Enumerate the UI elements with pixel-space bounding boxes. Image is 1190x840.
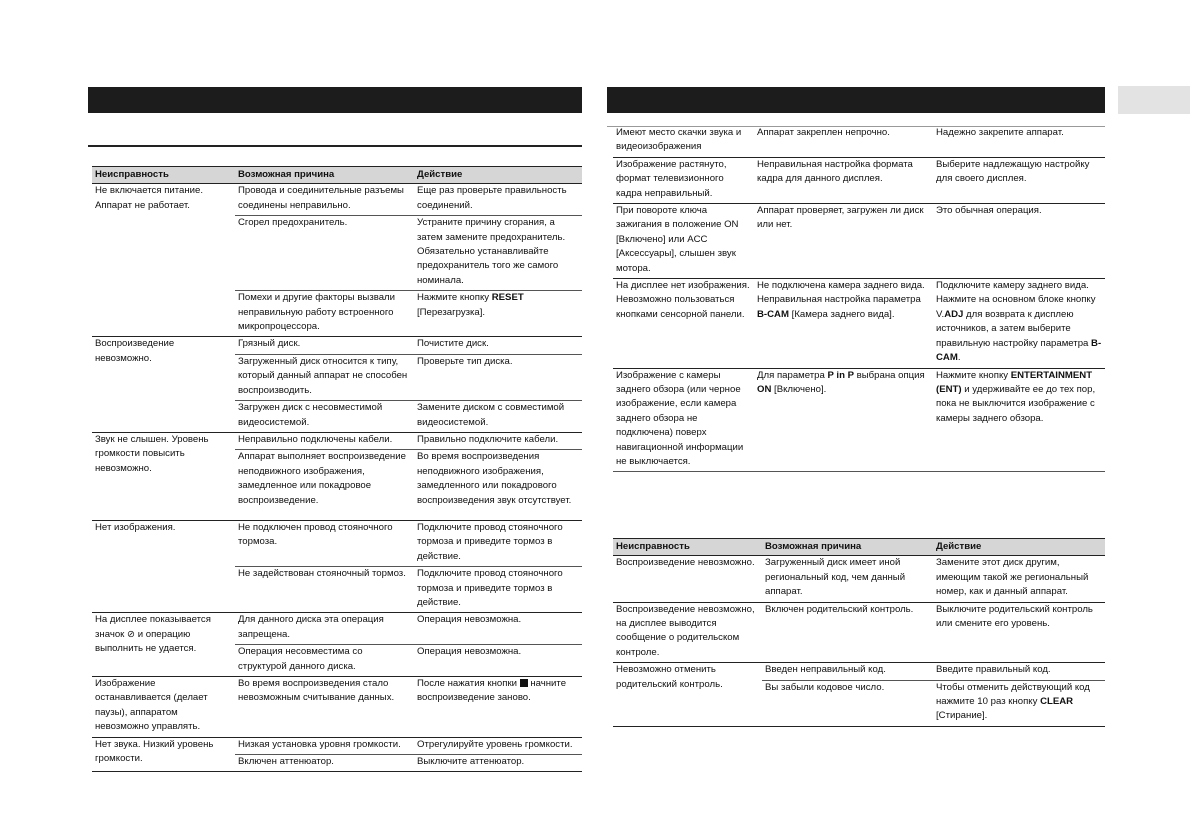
header-fault: Неисправность [613, 539, 762, 556]
table-row [613, 368, 1105, 472]
action-cell [933, 680, 1105, 726]
fault-cell: Не включается питание. Аппарат не работает. [92, 184, 235, 337]
header-cause: Возможная причина [235, 167, 414, 184]
cause-cell: Включен родительский контроль. [762, 602, 933, 663]
cause-cell: Не подключен провод стояночного тормоза. [235, 520, 414, 566]
table-row [92, 184, 582, 216]
cause-cell: Вы забыли кодовое число. [762, 680, 933, 726]
fault-text: На дисплее показывается значок [95, 614, 211, 640]
pinp-label: P in P [827, 369, 854, 381]
action-text: и удерживайте ее до тех пор, пока не выключится изображение с камеры заднего обзора. [936, 383, 1096, 424]
cause-cell: Операция несовместима со структурой данного диска. [235, 645, 414, 677]
action-cell: Выключите родительский контроль или смените его уровень. [933, 602, 1105, 663]
action-cell: Правильно подключите кабели. [414, 432, 582, 449]
bcam-label: B-CAM [757, 308, 789, 320]
fault-cell: Воспроизведение невозможно. [92, 337, 235, 432]
action-cell: Выберите надлежащую настройку для своего дисплея. [933, 157, 1105, 203]
cause-cell: Грязный диск. [235, 337, 414, 354]
action-cell: Подключите провод стояночного тормоза и приведите тормоз в действие. [414, 520, 582, 566]
action-cell [933, 279, 1105, 368]
action-cell [414, 677, 582, 738]
bcam-label: B-CAM [936, 337, 1102, 364]
reset-key-label: RESET [491, 292, 524, 304]
action-cell: Операция невозможна. [414, 613, 582, 645]
cause-cell: Загруженный диск имеет иной региональный код, чем данный аппарат. [762, 556, 933, 602]
table-row [92, 613, 582, 645]
action-cell [933, 368, 1105, 472]
cause-cell [754, 279, 933, 368]
action-cell: Это обычная операция. [933, 204, 1105, 279]
table-row [613, 157, 1105, 203]
table-row [613, 556, 1105, 602]
fault-cell: Звук не слышен. Уровень громкости повысить невозможно. [92, 432, 235, 520]
ent-key-label: ENTERTAINMENT (ENT) [936, 369, 1093, 395]
table-row [92, 520, 582, 566]
table-row [92, 337, 582, 354]
fault-cell: Изображение с камеры заднего обзора (или черное изображение, если камера заднего обзора не подключена) поверх навигационной информации не выключается. [613, 368, 754, 472]
action-text: Чтобы отменить действующий код нажмите 10 раз кнопку [936, 681, 1090, 708]
action-cell: Во время воспроизведения неподвижного изображения, замедленного или покадрового воспроизведения звук отсутствует. [414, 450, 582, 521]
cause-cell: Загружен диск с несовместимой видеосистемой. [235, 401, 414, 433]
action-text: [Перезагрузка]. [417, 306, 486, 318]
cause-cell: Аппарат проверяет, загружен ли диск или нет. [754, 204, 933, 279]
fault-cell: Нет звука. Низкий уровень громкости. [92, 737, 235, 772]
cause-text: [Камера заднего вида]. [788, 308, 895, 320]
action-cell: Замените диском с совместимой видеосистемой. [414, 401, 582, 433]
table-row [613, 279, 1105, 368]
cause-text: Для параметра [757, 369, 828, 381]
action-cell: Устраните причину сгорания, а затем замените предохранитель. Обязательно устанавливайте предохранитель того же самого номинала. [414, 216, 582, 291]
header-fault: Неисправность [92, 167, 235, 184]
cause-cell: Неправильная настройка формата кадра для данного дисплея. [754, 157, 933, 203]
table-row [92, 677, 582, 738]
cause-text: выбрана опция [854, 369, 925, 381]
side-tab [1118, 86, 1190, 114]
action-cell [414, 291, 582, 337]
cause-cell: Аппарат выполняет воспроизведение неподвижного изображения, замедленное или покадровое воспроизведение. [235, 450, 414, 521]
cause-cell: Низкая установка уровня громкости. [235, 737, 414, 754]
cause-text: Не подключена камера заднего вида. Неправильная настройка параметра [757, 280, 925, 306]
header-action: Действие [414, 167, 582, 184]
stop-square-icon [520, 679, 528, 687]
table-header-row [92, 167, 582, 184]
left-header-bar [88, 87, 582, 113]
table-row [92, 432, 582, 449]
action-cell: Отрегулируйте уровень громкости. [414, 737, 582, 754]
cause-cell: Провода и соединительные разъемы соединены неправильно. [235, 184, 414, 216]
table-header-row [613, 539, 1105, 556]
fault-cell [92, 613, 235, 677]
parental-control-table [613, 538, 1105, 727]
fault-cell: Воспроизведение невозможно, на дисплее выводится сообщение о родительском контроле. [613, 602, 762, 663]
table-row [613, 602, 1105, 663]
cause-cell: Загруженный диск относится к типу, который данный аппарат не способен воспроизводить. [235, 354, 414, 400]
prohibited-icon: ⊘ [127, 628, 136, 640]
fault-text: и операцию выполнить не удается. [95, 628, 197, 655]
cause-cell [754, 368, 933, 472]
action-cell: Введите правильный код. [933, 663, 1105, 680]
cause-cell: Во время воспроизведения стало невозможным считывание данных. [235, 677, 414, 738]
action-text: [Стирание]. [936, 710, 988, 722]
cause-cell: Сгорел предохранитель. [235, 216, 414, 291]
fault-cell: Невозможно отменить родительский контроль. [613, 663, 762, 727]
header-action: Действие [933, 539, 1105, 556]
action-cell: Замените этот диск другим, имеющим такой же региональный номер, как и данный аппарат. [933, 556, 1105, 602]
cause-cell: Неправильно подключены кабели. [235, 432, 414, 449]
action-text: начните воспроизведение заново. [417, 678, 567, 704]
adj-key-label: ADJ [944, 308, 964, 320]
cause-cell: Включен аттенюатор. [235, 755, 414, 772]
cause-cell: Введен неправильный код. [762, 663, 933, 680]
action-cell: Надежно закрепите аппарат. [933, 126, 1105, 157]
header-cause: Возможная причина [762, 539, 933, 556]
table-row [613, 126, 1105, 157]
clear-key-label: CLEAR [1040, 696, 1074, 708]
table-row [613, 663, 1105, 680]
action-cell: Проверьте тип диска. [414, 354, 582, 400]
left-troubleshooting-table [92, 166, 582, 772]
cause-text: [Включено]. [771, 383, 827, 395]
cause-cell: Аппарат закреплен непрочно. [754, 126, 933, 157]
fault-cell: На дисплее нет изображения. Невозможно пользоваться кнопками сенсорной панели. [613, 279, 754, 368]
action-text: . [957, 352, 961, 364]
fault-cell: Имеют место скачки звука и видеоизображения [613, 126, 754, 157]
fault-cell: Изображение растянуто, формат телевизионного кадра неправильный. [613, 157, 754, 203]
cause-cell: Для данного диска эта операция запрещена. [235, 613, 414, 645]
fault-cell: Нет изображения. [92, 520, 235, 612]
right-header-bar [607, 87, 1105, 113]
action-cell: Операция невозможна. [414, 645, 582, 677]
cause-cell: Помехи и другие факторы вызвали неправильную работу встроенного микропроцессора. [235, 291, 414, 337]
table-row [92, 737, 582, 754]
cause-cell: Не задействован стояночный тормоз. [235, 567, 414, 613]
table-row [613, 204, 1105, 279]
action-text: Нажмите кнопку [417, 292, 492, 304]
action-cell: Еще раз проверьте правильность соединений. [414, 184, 582, 216]
action-cell: Почистите диск. [414, 337, 582, 354]
action-text: После нажатия кнопки [417, 678, 520, 689]
action-text: для возврата к дисплею источников, а затем выберите правильную настройку параметра [936, 308, 1092, 349]
fault-cell: Воспроизведение невозможно. [613, 556, 762, 602]
fault-cell: Изображение останавливается (делает паузы), аппаратом невозможно управлять. [92, 677, 235, 738]
action-text: Нажмите кнопку [936, 369, 1011, 381]
right-troubleshooting-table [613, 126, 1105, 472]
action-cell: Выключите аттенюатор. [414, 755, 582, 772]
fault-cell: При повороте ключа зажигания в положение ON [Включено] или ACC [Аксессуары], слышен звук мотора. [613, 204, 754, 279]
action-cell: Подключите провод стояночного тормоза и приведите тормоз в действие. [414, 567, 582, 613]
action-text: Подключите камеру заднего вида. Нажмите на основном блоке кнопку V. [936, 280, 1096, 320]
left-title-rule [88, 145, 582, 147]
on-label: ON [757, 383, 772, 395]
